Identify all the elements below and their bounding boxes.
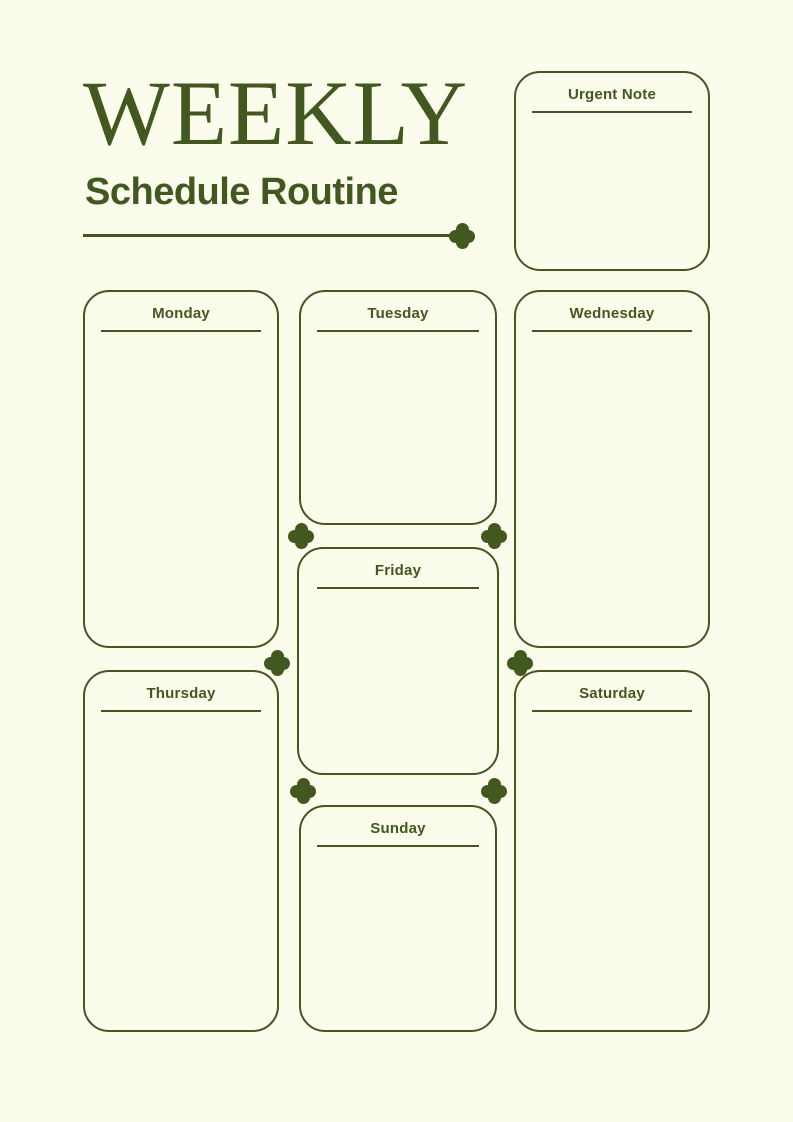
card-urgent-note[interactable] xyxy=(514,71,710,271)
card-rule-saturday xyxy=(532,710,692,712)
card-saturday[interactable] xyxy=(514,670,710,1032)
card-label-saturday: Saturday xyxy=(579,685,645,702)
card-friday[interactable] xyxy=(297,547,499,775)
card-rule-sunday xyxy=(317,845,479,847)
card-label-sunday: Sunday xyxy=(370,820,426,837)
clover-icon xyxy=(481,778,507,804)
card-rule-tuesday xyxy=(317,330,479,332)
card-sunday[interactable] xyxy=(299,805,497,1032)
card-rule-monday xyxy=(101,330,261,332)
card-rule-wednesday xyxy=(532,330,692,332)
card-rule-friday xyxy=(317,587,479,589)
page-subtitle: Schedule Routine xyxy=(85,171,398,214)
card-monday[interactable] xyxy=(83,290,279,648)
card-rule-urgent-note xyxy=(532,111,692,113)
card-label-thursday: Thursday xyxy=(146,685,216,702)
card-label-tuesday: Tuesday xyxy=(367,305,429,322)
card-label-monday: Monday xyxy=(152,305,210,322)
card-label-urgent-note: Urgent Note xyxy=(567,86,657,103)
card-rule-thursday xyxy=(101,710,261,712)
card-wednesday[interactable] xyxy=(514,290,710,648)
page-title: WEEKLY xyxy=(83,62,469,164)
card-label-friday: Friday xyxy=(374,562,422,579)
clover-icon xyxy=(449,223,475,249)
title-divider xyxy=(83,228,475,244)
clover-icon xyxy=(264,650,290,676)
clover-icon xyxy=(290,778,316,804)
clover-icon xyxy=(288,523,314,549)
page-header xyxy=(83,62,483,244)
card-thursday[interactable] xyxy=(83,670,279,1032)
clover-icon xyxy=(507,650,533,676)
clover-icon xyxy=(481,523,507,549)
card-label-wednesday: Wednesday xyxy=(569,305,655,322)
card-tuesday[interactable] xyxy=(299,290,497,525)
title-rule xyxy=(83,234,458,237)
